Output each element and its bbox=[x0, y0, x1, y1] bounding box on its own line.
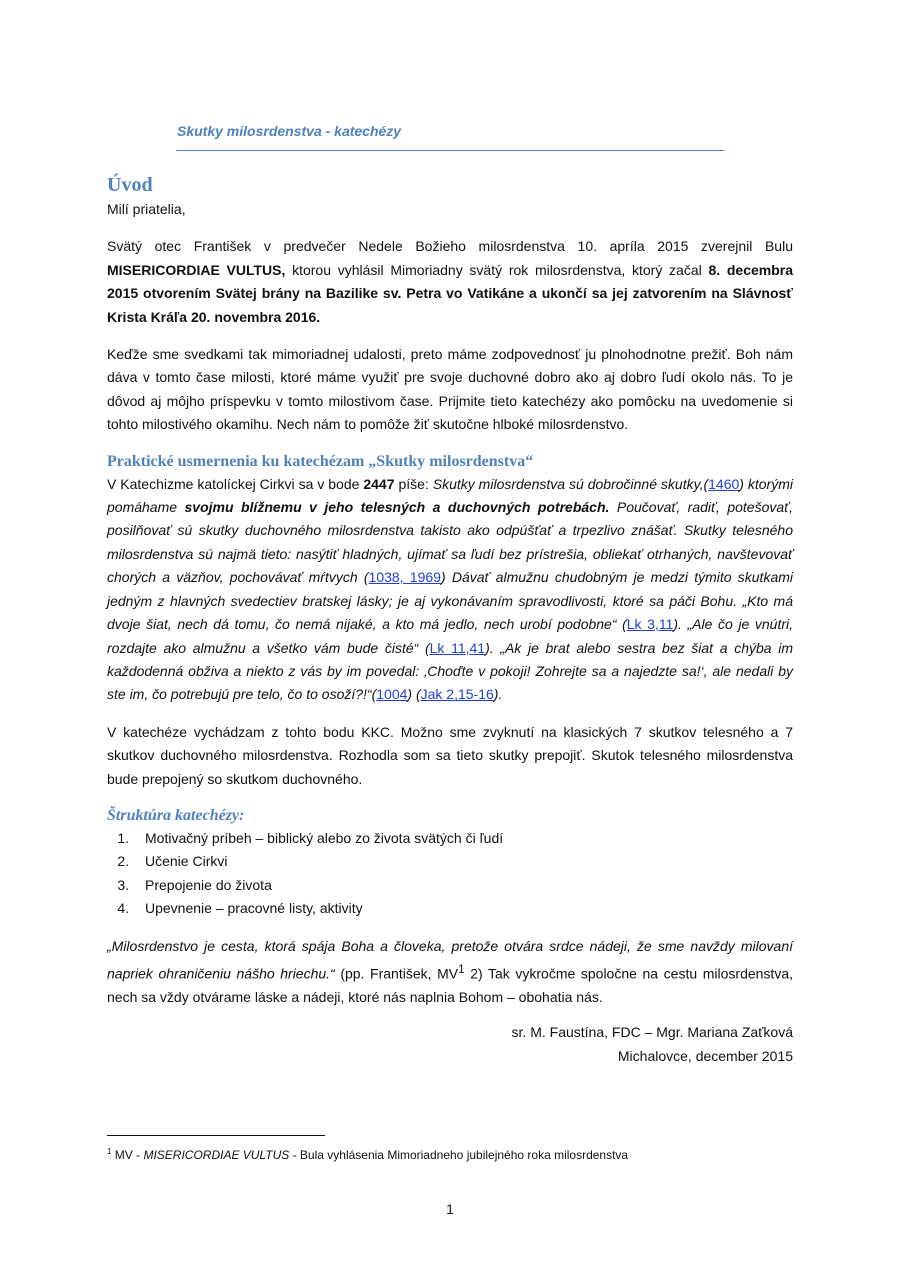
greeting: Milí priatelia, bbox=[107, 201, 186, 217]
quote-run: Skutky milosrdenstva sú dobročinné skutky,( bbox=[432, 475, 709, 492]
list-item: 1. Motivačný príbeh – biblický alebo zo života svätých či ľudí bbox=[133, 827, 793, 850]
ref-link-jak-2-15-16[interactable]: Jak 2,15-16 bbox=[420, 686, 494, 703]
jubilee-dates: 8. decembra 2015 otvorením Svätej brány na Bazilike sv. Petra vo Vatikáne a ukončí sa jej zatvorením na Slávnosť Krista Kráľa 20. novembra 2016. bbox=[107, 261, 793, 325]
quote-run: ) Dávať almužnu chudobným je medzi týmito skutkami jedným z hlavných svedectiev bratskej lásky; je aj vykonávaním spravodlivosti, ktoré sa páči Bohu. „Kto má dvoje šiat, nech dá tomu, čo nemá nijaké, a kto má jedlo, nech urobí podobne“ ( bbox=[107, 569, 793, 633]
footnote-separator bbox=[107, 1135, 325, 1136]
ref-link-1038-1969[interactable]: 1038, 1969 bbox=[368, 569, 441, 586]
pope-quote: „Milosrdenstvo je cesta, ktorá spája Boha a človeka, pretože otvára srdce nádeji, že sme navždy milovaní napriek ohraničeniu nášho hriechu.“ bbox=[107, 937, 793, 982]
footnote-marker[interactable]: 1 bbox=[458, 962, 465, 976]
ref-link-lk-3-11[interactable]: Lk 3,11 bbox=[626, 616, 674, 633]
bull-name: MISERICORDIAE VULTUS, bbox=[107, 261, 286, 278]
intro-paragraph-1 bbox=[107, 235, 793, 329]
ref-link-1004[interactable]: 1004 bbox=[376, 686, 408, 703]
signature-place-date: Michalovce, december 2015 bbox=[617, 1047, 793, 1064]
text-run: V Katechizme katolíckej Cirkvi sa v bode bbox=[107, 475, 364, 492]
text-run: (pp. František, MV bbox=[334, 965, 459, 982]
list-item: 2. Učenie Cirkvi bbox=[133, 850, 793, 873]
structure-heading: Štruktúra katechézy: bbox=[107, 806, 245, 824]
text-run: ktorou vyhlásil Mimoriadny svätý rok milosrdenstva, ktorý začal bbox=[285, 261, 709, 278]
quote-run: ) ( bbox=[407, 686, 421, 703]
text-run: MV - bbox=[111, 1148, 144, 1162]
signature bbox=[107, 1021, 793, 1068]
text-run: 2) Tak vykročme spoločne na cestu milosrdenstva, nech sa vždy otvárame láske a nádeji, ktoré nás naplnia Bohom – obohatia nás. bbox=[107, 965, 793, 1006]
list-item: 4. Upevnenie – pracovné listy, aktivity bbox=[133, 897, 793, 920]
quote-run: Poučovať, radiť, potešovať, posilňovať sú skutky duchovného milosrdenstva takisto ako odpúšťať a trpezlivo znášať. Skutky telesného milosrdenstva sú najmä tieto: nasýtiť hladných, ujímať sa ľudí bez prístrešia, obliekať otrhaných, navštevovať chorých a väzňov, pochovávať mŕtvych ( bbox=[107, 499, 794, 586]
signature-authors: sr. M. Faustína, FDC – Mgr. Mariana Zaťková bbox=[511, 1024, 793, 1041]
intro-paragraph-2: Keďže sme svedkami tak mimoriadnej udalosti, preto máme zodpovednosť ju plnohodnotne prežiť. Boh nám dáva v tomto čase milosti, ktoré máme využiť pre svoje duchovné dobro ako aj dobro ľudí okolo nás. To je dôvod aj môjho príspevku v tomto milostivom čase. Prijmite tieto katechézy ako pomôcku na uvedomenie si tohto milostivého okamihu. Nech nám to pomôže žiť skutočne hlboké milosrdenstvo. bbox=[107, 346, 793, 433]
document-body bbox=[107, 172, 793, 1068]
quote-run: ) ktorými pomáhame bbox=[107, 475, 793, 516]
ref-link-1460[interactable]: 1460 bbox=[708, 475, 740, 492]
closing-paragraph bbox=[107, 935, 793, 1010]
ref-link-lk-11-41[interactable]: Lk 11,41 bbox=[429, 639, 486, 656]
text-run: Svätý otec František v predvečer Nedele Božieho milosrdenstva 10. apríla 2015 zverejnil Bulu bbox=[107, 238, 793, 255]
text-run: píše: bbox=[394, 475, 433, 492]
quote-run: ). „Ak je brat alebo sestra bez šiat a chýba im každodenná obživa a niekto z vás by im povedal: ‚Choďte v pokoji! Zohrejte sa a najedzte sa!‘, ale nedali by ste im, čo potrebujú pre telo, čo to osoží?!“( bbox=[107, 639, 793, 703]
running-header: Skutky milosrdenstva - katechézy bbox=[177, 123, 402, 139]
quote-run: ). bbox=[493, 686, 503, 703]
catechism-point: 2447 bbox=[363, 475, 395, 492]
practical-heading: Praktické usmernenia ku katechézam „Skutky milosrdenstva“ bbox=[107, 452, 534, 470]
quote-bold-run: svojmu blížnemu v jeho telesných a duchovných potrebách. bbox=[184, 499, 610, 516]
structure-list bbox=[107, 827, 793, 921]
text-run: - Bula vyhlásenia Mimoriadneho jubilejného roka milosrdenstva bbox=[289, 1148, 629, 1162]
page-number: 1 bbox=[446, 1201, 454, 1217]
footnote-italic: MISERICORDIAE VULTUS bbox=[143, 1148, 290, 1162]
footnote-number: 1 bbox=[107, 1147, 112, 1156]
header-rule bbox=[176, 150, 724, 151]
quote-run: ). „Ale čo je vnútri, rozdajte ako almužnu a všetko vám bude čisté“ ( bbox=[107, 616, 793, 656]
footnote bbox=[107, 1143, 793, 1164]
list-item: 3. Prepojenie do života bbox=[133, 874, 793, 897]
intro-heading: Úvod bbox=[107, 174, 153, 196]
catechism-paragraph bbox=[107, 473, 793, 707]
practical-paragraph-2: V katechéze vychádzam z tohto bodu KKC. Možno sme zvyknutí na klasických 7 skutkov telesného a 7 skutkov duchovného milosrdenstva. Rozhodla som sa tieto skutky prepojiť. Skutok telesného milosrdenstva bude prepojený so skutkom duchovného. bbox=[107, 723, 793, 787]
